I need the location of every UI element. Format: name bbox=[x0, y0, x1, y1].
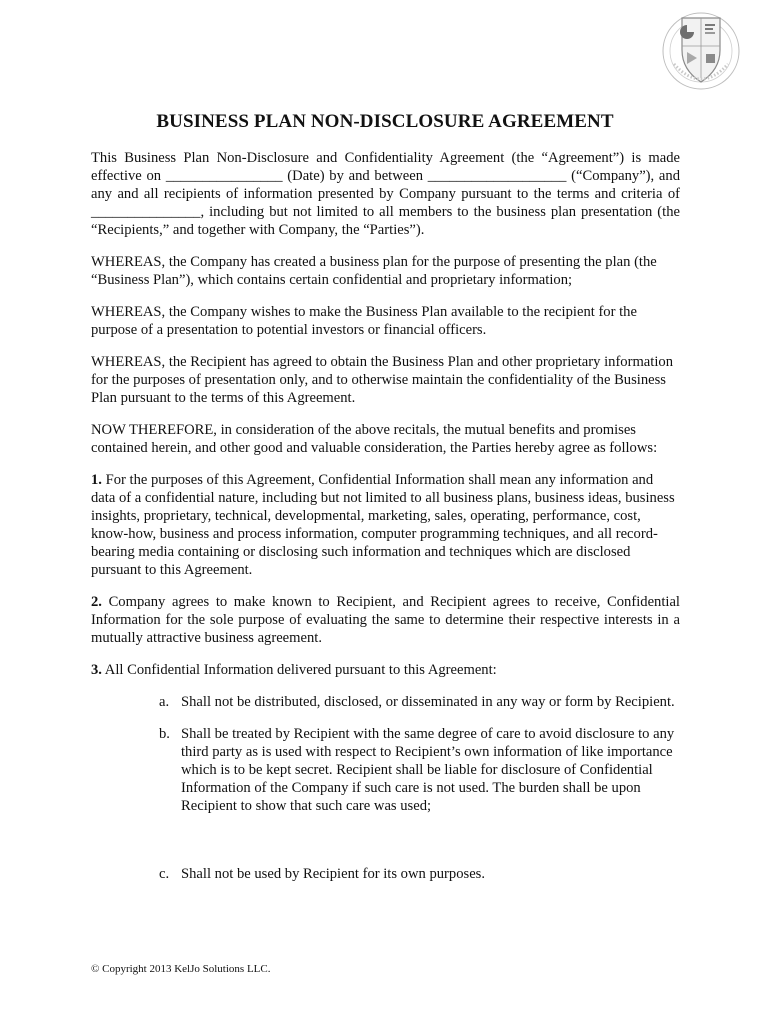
subitem-b bbox=[91, 725, 680, 815]
clause-2 bbox=[91, 593, 680, 647]
clause-3 bbox=[91, 661, 680, 679]
subitem-letter: a. bbox=[159, 694, 170, 710]
clause-text: All Confidential Information delivered pursuant to this Agreement: bbox=[101, 662, 497, 678]
document-title: BUSINESS PLAN NON-DISCLOSURE AGREEMENT bbox=[156, 111, 614, 132]
clause-number: 2. bbox=[91, 594, 102, 610]
intro-paragraph: This Business Plan Non-Disclosure and Confidentiality Agreement (the “Agreement”) is made effective on ________________ (Date) by and between ___________________ (“Company”), and any and all recipients of information presented by Company pursuant to the terms and criteria of _______________, including but not limited to all members to the business plan presentation (the “Recipients,” and together with Company, the “Parties”). bbox=[91, 150, 680, 238]
subitem-c bbox=[91, 865, 680, 883]
whereas-paragraph-3: WHEREAS, the Recipient has agreed to obtain the Business Plan and other proprietary information for the purposes of presentation only, and to otherwise maintain the confidentiality of the Business Plan pursuant to the terms of this Agreement. bbox=[91, 354, 673, 406]
crest-logo-icon bbox=[660, 10, 742, 92]
subitem-a bbox=[91, 693, 680, 711]
now-therefore-paragraph: NOW THEREFORE, in consideration of the above recitals, the mutual benefits and promises contained herein, and other good and valuable consideration, the Parties hereby agree as follows: bbox=[91, 422, 658, 456]
copyright-footer: © Copyright 2013 KelJo Solutions LLC. bbox=[91, 963, 271, 975]
clause-number: 3. bbox=[91, 662, 102, 678]
subitem-text: Shall be treated by Recipient with the same degree of care to avoid disclosure to any third party as is used with respect to Recipient’s own information of like importance which is to be kept secret. Recipient shall be liable for disclosure of Confidential Information of the Company if such care is not used. The burden shall be upon Recipient to show that such care was used; bbox=[181, 726, 675, 814]
subitem-letter: c. bbox=[159, 866, 170, 882]
clause-text: For the purposes of this Agreement, Confidential Information shall mean any information and data of a confidential nature, including but not limited to all business plans, business ideas, business insights, proprietary, technical, developmental, marketing, sales, operating, performance, cost, know-how, business and process information, computer programming techniques, and all record-bearing media containing or disclosing such information and techniques which are disclosed pursuant to this Agreement. bbox=[91, 472, 675, 578]
clause-1 bbox=[91, 471, 680, 579]
whereas-paragraph-2: WHEREAS, the Company wishes to make the Business Plan available to the recipient for the purpose of a presentation to potential investors or financial officers. bbox=[91, 304, 637, 338]
whereas-paragraph-1: WHEREAS, the Company has created a business plan for the purpose of presenting the plan (the “Business Plan”), which contains certain confidential and proprietary information; bbox=[91, 254, 657, 288]
subitem-text: Shall not be distributed, disclosed, or disseminated in any way or form by Recipient. bbox=[181, 694, 675, 710]
subitem-text: Shall not be used by Recipient for its own purposes. bbox=[181, 866, 485, 882]
document-body bbox=[91, 149, 680, 883]
clause-text: Company agrees to make known to Recipient, and Recipient agrees to receive, Confidential Information for the sole purpose of evaluating the same to determine their respective interests in a mutually attractive business agreement. bbox=[91, 594, 680, 646]
subitem-letter: b. bbox=[159, 726, 170, 742]
clause-number: 1. bbox=[91, 472, 102, 488]
